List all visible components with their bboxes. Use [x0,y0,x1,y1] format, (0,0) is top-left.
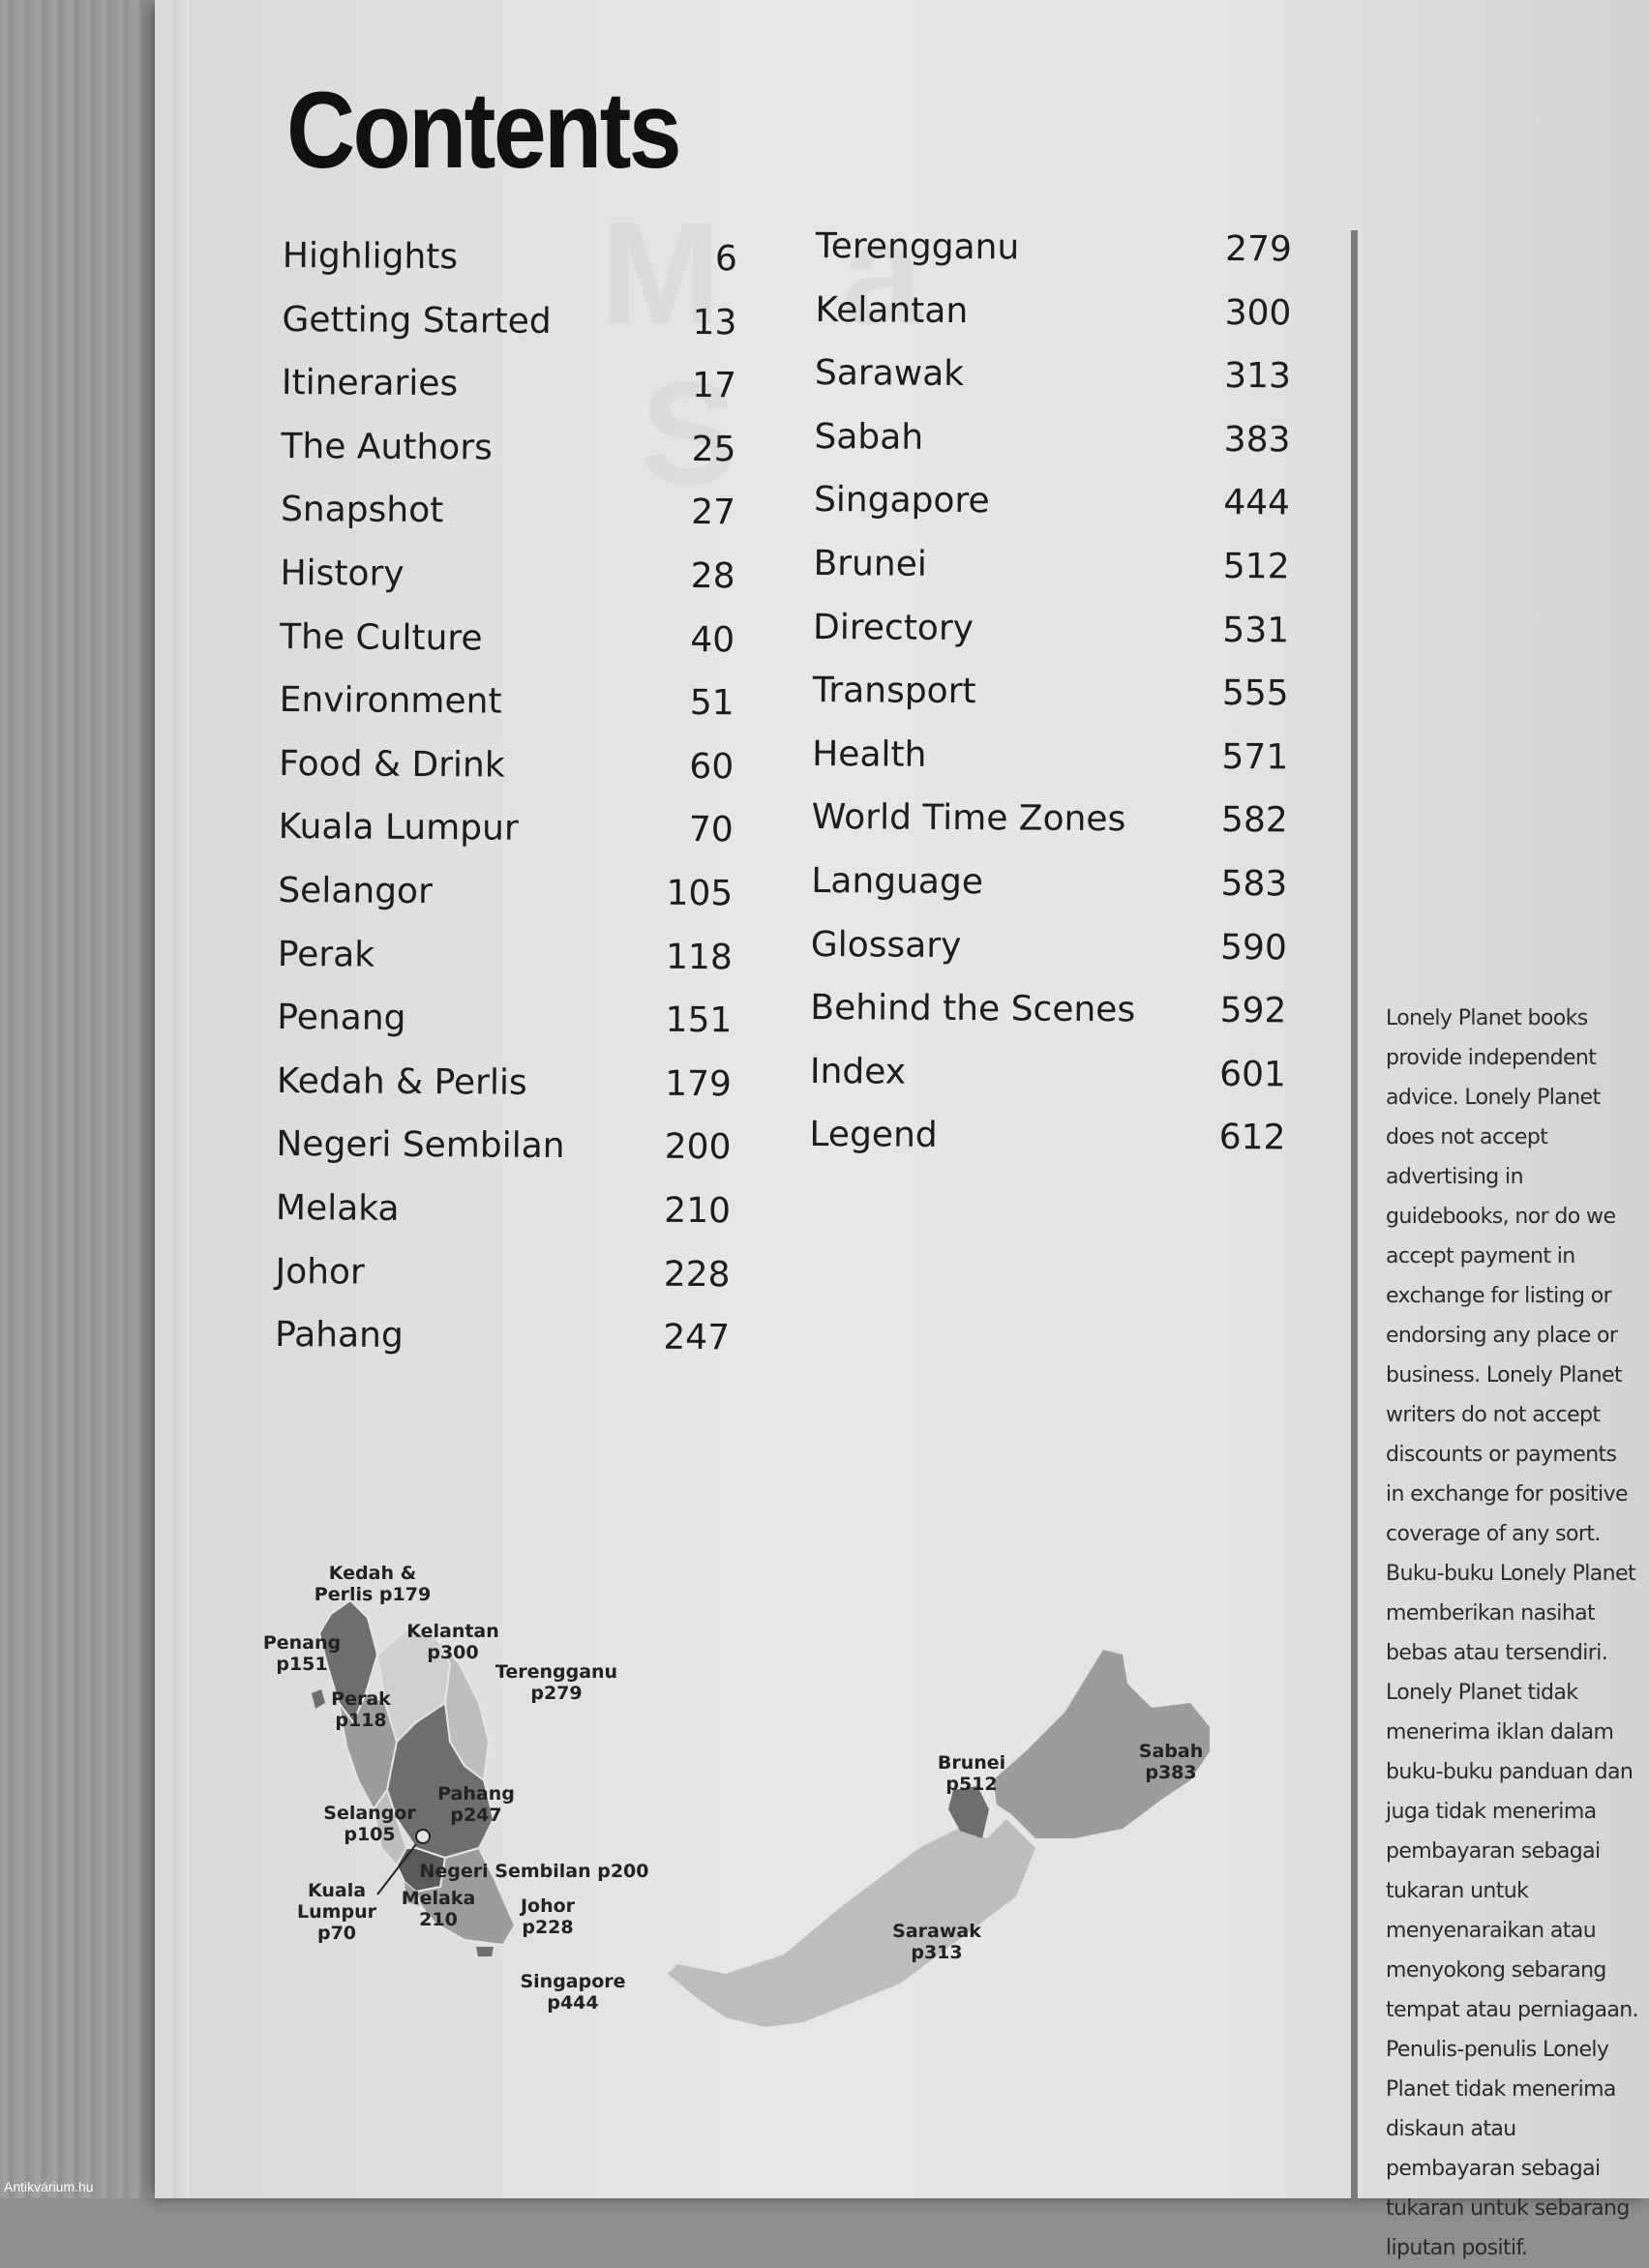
watermark: Antikvárium.hu [4,2179,94,2194]
toc-entry-title: Glossary [810,924,962,966]
toc-entry-title: Language [811,860,984,903]
toc-entry-page-number: 200 [664,1127,732,1168]
toc-entry-page-number: 40 [690,619,735,660]
toc-entry [809,1115,1285,1181]
toc-entry-title: Itineraries [281,363,459,404]
toc-entry-title: Sarawak [814,353,965,395]
toc-entry [812,671,1288,737]
toc-entry [815,353,1291,420]
toc-entry-page-number: 592 [1219,991,1287,1031]
page-fold-edge [172,0,190,2198]
toc-column-left [275,236,737,1382]
toc-entry [280,617,735,684]
toc-entry-page-number: 105 [666,873,734,914]
toc-entry-title: Negeri Sembilan [276,1124,565,1167]
toc-entry-title: Snapshot [280,490,444,531]
toc-entry-page-number: 210 [664,1190,732,1232]
toc-entry-title: The Authors [281,426,493,468]
toc-entry-page-number: 118 [665,937,733,977]
toc-entry-title: Health [812,733,927,775]
toc-entry [814,480,1290,547]
map-label-penang: Penang p151 [262,1632,342,1675]
toc-entry [811,797,1287,864]
toc-entry [282,300,736,367]
map-label-sarawak: Sarawak p313 [892,1921,981,1963]
toc-entry-title: Kedah & Perlis [276,1060,527,1103]
toc-entry-page-number: 531 [1222,610,1290,650]
toc-entry-title: Brunei [813,543,927,584]
toc-entry [810,988,1286,1055]
toc-entry-title: Johor [275,1251,365,1293]
map-label-kedah-perlis: Kedah & Perlis p179 [314,1563,432,1605]
toc-entry-page-number: 60 [689,746,735,788]
toc-entry-page-number: 300 [1224,292,1292,334]
toc-entry [280,553,735,620]
toc-entry-title: Penang [277,998,406,1039]
toc-entry-title: Perak [277,934,375,975]
kuala-lumpur-marker [416,1830,430,1843]
toc-entry [276,1124,731,1191]
toc-entry-page-number: 555 [1221,673,1289,714]
sidebar-disclaimer-english: Lonely Planet books provide independent advice. Lonely Planet does not accept advertising in guidebooks, nor do we accept payment in exchange for listing or endorsing any place or business. Lonely Planet writers do not accept discounts or payments in exchange for positive coverage of any sort. [1386,1006,1628,1546]
toc-entry-page-number: 179 [665,1063,733,1104]
toc-entry-title: Legend [809,1115,938,1156]
toc-entry-page-number: 51 [689,683,735,724]
toc-entry-page-number: 27 [691,492,736,533]
map-region-singapore [476,1947,494,1956]
toc-entry-page-number: 612 [1218,1118,1286,1158]
map-label-johor: Johor p228 [520,1895,576,1938]
toc-entry-title: Terengganu [815,226,1020,268]
vertical-divider [1351,230,1358,2204]
map-label-perak: Perak p118 [331,1688,391,1731]
toc-entry [282,363,736,430]
toc-entry-page-number: 601 [1219,1054,1287,1095]
toc-entry [813,608,1289,674]
toc-entry-page-number: 512 [1222,546,1290,587]
toc-entry [278,871,733,938]
map-region-penang [312,1689,325,1709]
toc-entry [278,807,733,874]
toc-entry-page-number: 313 [1224,356,1292,397]
map-label-sabah: Sabah p383 [1138,1741,1204,1783]
toc-entry [279,744,734,811]
toc-entry-title: Directory [812,607,974,648]
toc-entry [278,935,733,1001]
map-label-pahang: Pahang p247 [437,1783,515,1826]
toc-entry [275,1315,730,1382]
toc-entry-title: Getting Started [282,299,552,342]
toc-entry [275,1251,730,1318]
toc-entry-title: Sabah [814,416,924,458]
toc-entry [813,544,1289,611]
toc-entry-title: Kuala Lumpur [278,807,519,850]
toc-entry [276,1188,731,1255]
toc-entry-page-number: 590 [1219,927,1287,968]
toc-entry-page-number: 583 [1220,863,1288,905]
page-title: Contents [286,70,679,191]
toc-entry-title: Singapore [813,480,990,522]
region-map [261,1558,1287,2042]
toc-entry-title: Melaka [275,1187,400,1229]
map-label-singapore: Singapore p444 [520,1971,626,2014]
toc-entry-page-number: 28 [690,555,735,597]
toc-entry-page-number: 228 [663,1254,731,1295]
toc-entry-page-number: 279 [1224,228,1292,270]
toc-entry-title: Selangor [278,870,433,912]
map-label-kuala-lumpur: Kuala Lumpur p70 [297,1880,376,1944]
toc-entry-page-number: 383 [1223,419,1291,461]
map-label-brunei: Brunei p512 [937,1752,1006,1795]
toc-entry [810,1052,1286,1119]
toc-entry-page-number: 444 [1223,483,1291,523]
toc-entry [277,998,732,1064]
toc-entry [816,226,1292,293]
toc-entry-title: Kelantan [815,289,969,331]
map-label-kelantan: Kelantan p300 [406,1621,499,1663]
toc-entry [283,236,737,303]
toc-entry [281,427,735,493]
toc-entry-title: History [280,552,405,594]
toc-entry [815,290,1291,357]
toc-entry-title: Index [809,1051,907,1092]
toc-entry [811,861,1287,928]
toc-entry-title: World Time Zones [811,797,1126,840]
toc-entry [812,734,1288,801]
toc-entry [814,417,1290,484]
toc-entry-title: Food & Drink [279,743,505,786]
sidebar-disclaimer-malay: Buku-buku Lonely Planet memberikan nasihat bebas atau tersendiri. Lonely Planet tidak menerima iklan dalam buku-buku panduan dan juga tidak menerima pembayaran sebagai tukaran untuk menyenaraikan atau menyokong sebarang tempat atau perniagaan. Penulis-penulis Lonely Planet tidak menerima diskaun atau pembayaran sebagai tukaran untuk sebarang liputan positif. [1386,1562,1638,2260]
map-label-selangor: Selangor p105 [323,1803,416,1845]
toc-entry-page-number: 25 [691,429,736,470]
toc-entry-page-number: 6 [714,239,737,280]
malaysia-map-svg [261,1558,1287,2042]
toc-entry-page-number: 13 [692,302,737,343]
toc-entry-page-number: 70 [688,810,734,850]
toc-entry-page-number: 17 [691,366,737,406]
map-label-melaka: Melaka 210 [401,1888,476,1930]
toc-entry-title: Behind the Scenes [810,988,1136,1030]
toc-entry-page-number: 247 [663,1317,731,1358]
toc-entry-page-number: 151 [665,1000,733,1041]
toc-entry [279,680,734,747]
map-label-negeri-sembilan: Negeri Sembilan p200 [419,1861,649,1882]
toc-entry [811,925,1287,992]
toc-entry-title: The Culture [279,616,483,659]
toc-entry-title: Transport [812,671,976,712]
toc-entry-page-number: 571 [1221,736,1289,778]
toc-entry-title: Highlights [282,236,459,278]
toc-entry-page-number: 582 [1220,800,1288,841]
toc-entry [277,1061,732,1128]
toc-entry [281,490,735,556]
toc-entry-title: Environment [279,680,502,722]
map-label-terengganu: Terengganu p279 [495,1661,618,1704]
toc-entry-title: Pahang [274,1315,404,1356]
toc-column-right [809,226,1292,1181]
